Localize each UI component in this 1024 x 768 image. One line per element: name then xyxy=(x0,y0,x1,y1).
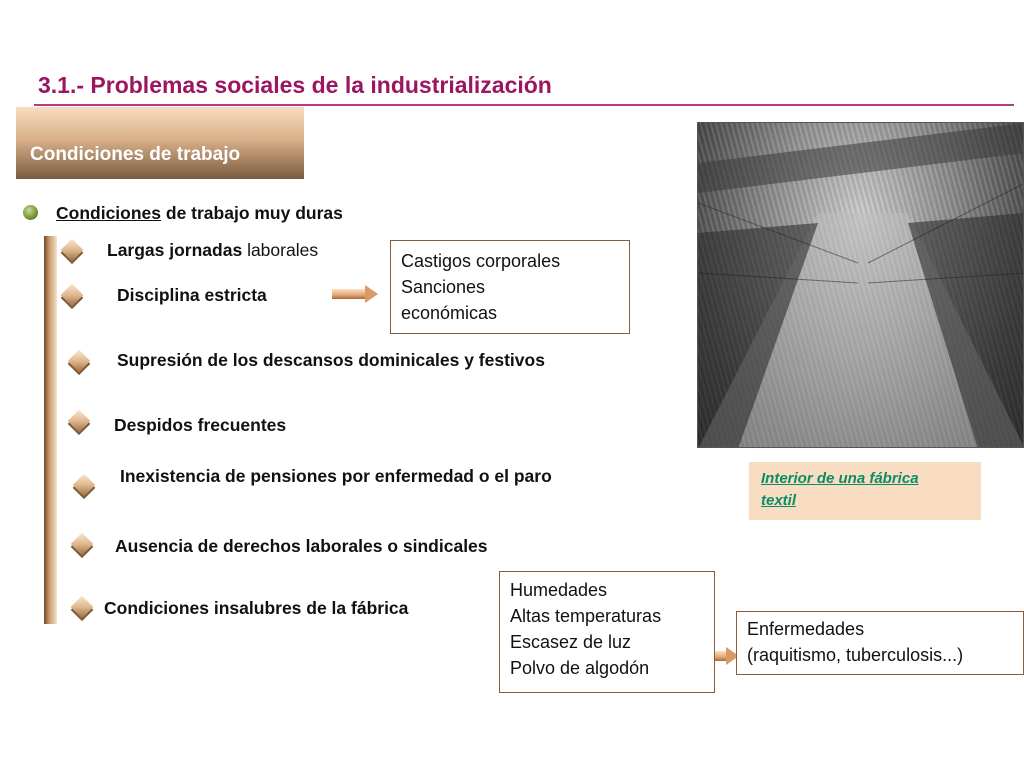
box-line: (raquitismo, tuberculosis...) xyxy=(747,645,964,665)
diamond-bullet-icon xyxy=(68,410,91,433)
diamond-bullet-icon xyxy=(71,533,94,556)
factory-interior-image xyxy=(697,122,1024,448)
list-item-dismissals xyxy=(114,415,286,436)
list-item-no-pensions xyxy=(120,466,552,487)
section-tab xyxy=(16,107,304,179)
heading-rest: de trabajo muy duras xyxy=(161,203,343,223)
unhealthy-conditions-box xyxy=(499,571,715,693)
box-line: Humedades xyxy=(510,580,608,600)
title-divider xyxy=(34,104,1014,106)
list-item-bold: Inexistencia de pensiones por enfermedad o el paro xyxy=(120,466,552,486)
diamond-bullet-icon xyxy=(73,474,96,497)
arrow-right-icon xyxy=(332,285,378,303)
list-item-bold: Supresión de los descansos dominicales y festivos xyxy=(117,350,545,370)
list-item-no-rest-days xyxy=(117,350,545,371)
diamond-bullet-icon xyxy=(61,284,84,307)
list-item-bold: Ausencia de derechos laborales o sindicales xyxy=(115,536,488,556)
box-line: Castigos corporales xyxy=(401,251,561,271)
section-tab-label: Condiciones de trabajo xyxy=(30,144,241,165)
list-item-no-rights xyxy=(115,536,488,557)
vertical-bar xyxy=(44,236,57,624)
photo-caption-link[interactable] xyxy=(749,462,981,520)
list-item-normal: laborales xyxy=(242,240,319,260)
list-item-long-hours xyxy=(107,240,318,261)
list-item-bold: Disciplina estricta xyxy=(117,285,267,305)
box-line: Altas temperaturas xyxy=(510,606,662,626)
list-item-bold: Largas jornadas xyxy=(107,240,243,260)
list-item-unhealthy xyxy=(104,598,408,619)
page-title: 3.1.- Problemas sociales de la industrialización xyxy=(38,72,552,98)
box-line: económicas xyxy=(401,303,498,323)
box-line: Sanciones xyxy=(401,277,486,297)
discipline-consequences-box xyxy=(390,240,630,334)
diseases-box xyxy=(736,611,1024,675)
caption-line[interactable]: textil xyxy=(761,492,797,509)
diamond-bullet-icon xyxy=(71,596,94,619)
box-line: Enfermedades xyxy=(747,619,865,639)
main-heading xyxy=(56,203,343,224)
heading-underlined: Condiciones xyxy=(56,203,162,223)
list-item-discipline xyxy=(117,285,267,306)
diamond-bullet-icon xyxy=(61,239,84,262)
round-bullet-icon xyxy=(23,205,38,220)
box-line: Escasez de luz xyxy=(510,632,632,652)
caption-line[interactable]: Interior de una fábrica xyxy=(761,470,919,487)
list-item-bold: Despidos frecuentes xyxy=(114,415,287,435)
box-line: Polvo de algodón xyxy=(510,658,650,678)
factory-engraving-placeholder xyxy=(698,123,1024,448)
list-item-bold: Condiciones insalubres de la fábrica xyxy=(104,598,409,618)
diamond-bullet-icon xyxy=(68,350,91,373)
